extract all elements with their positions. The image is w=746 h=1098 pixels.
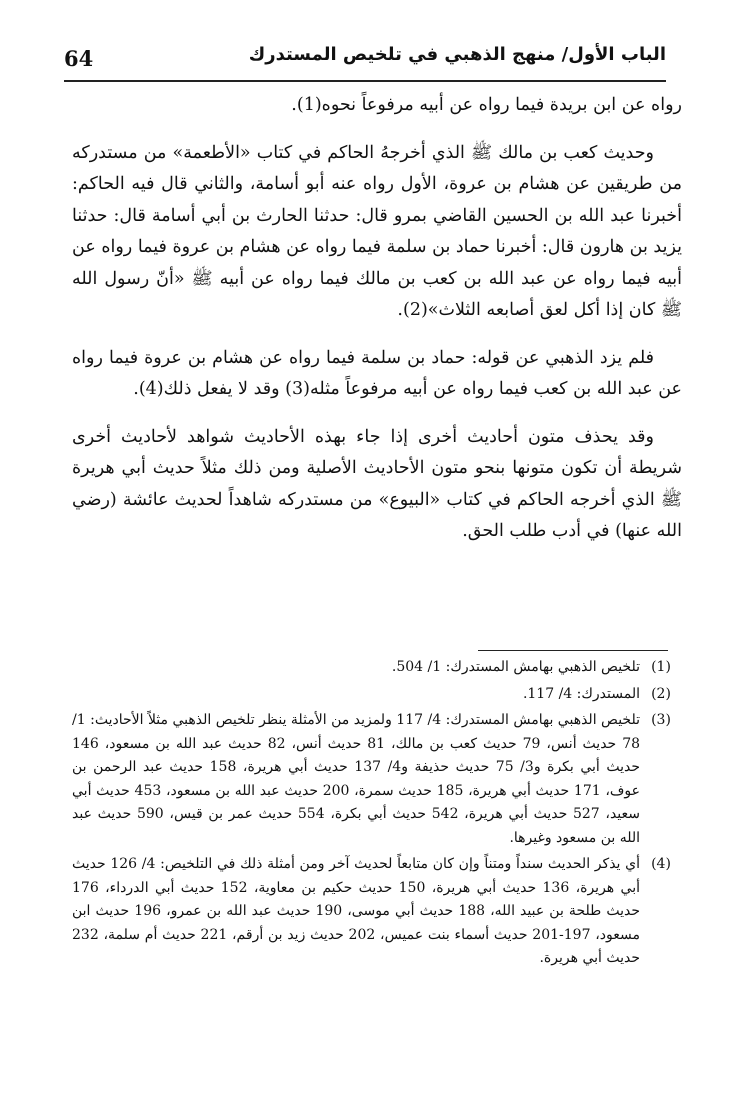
running-title: الباب الأول/ منهج الذهبي في تلخيص المستدرك — [248, 44, 666, 65]
paragraph: فلم يزد الذهبي عن قوله: حماد بن سلمة فيما رواه عن هشام بن عروة فيما رواه عن عبد الله بن كعب فيما رواه عن أبيه مرفوعاً مثله(3) وقد لا يفعل ذلك(4). — [72, 347, 682, 399]
footnote-text: تلخيص الذهبي بهامش المستدرك: 1/ 504. — [391, 659, 640, 675]
footnote — [72, 709, 682, 850]
footnote-number: (3) — [651, 712, 671, 728]
footnote — [72, 853, 682, 971]
footnote-text: المستدرك: 4/ 117. — [522, 685, 640, 702]
paragraph: رواه عن ابن بريدة فيما رواه عن أبيه مرفوعاً نحوه(1). — [291, 95, 682, 115]
footnote-text: أي يذكر الحديث سنداً ومتناً وإن كان متابعاً لحديث آخر ومن أمثلة ذلك في التلخيص: 4/ 126 حديث أبي هريرة، 136 حديث أبي هريرة، 150 حديث حكيم بن معاوية، 152 حديث أبي الدرداء، 176 حديث طلحة بن عبيد الله، 188 حديث أبي موسى، 190 حديث عبد الله بن عمرو، 196 حديث ابن مسعود، 197-201 حديث أسماء بنت عميس، 202 حديث زيد بن أرقم، 221 حديث أم سلمة، 232 حديث أبي هريرة. — [72, 856, 640, 966]
footnotes — [72, 656, 682, 974]
footnote-text: تلخيص الذهبي بهامش المستدرك: 4/ 117 ولمزيد من الأمثلة ينظر تلخيص الذهبي مثلاً الأحاديث: 1/ 78 حديث أنس، 79 حديث كعب بن مالك، 81 حديث أنس، 82 حديث عبد الله بن مسعود، 146 حديث أبي بكرة و3/ 75 حديث حذيفة و4/ 137 حديث أبي هريرة، 158 حديث عبد الرحمن بن عوف، 171 حديث أبي هريرة، 185 حديث سمرة، 200 حديث عبد الله بن مسعود، 453 حديث أبي سعيد، 527 حديث أبي هريرة، 542 حديث أبي بكرة، 554 حديث عمر بن قيس، 590 حديث عبد الله بن مسعود وغيرها. — [72, 712, 641, 846]
page-number: 64 — [64, 46, 94, 71]
paragraph: وحديث كعب بن مالك ﷺ الذي أخرجهُ الحاكم في كتاب «الأطعمة» من مستدركه من طريقين عن هشام بن عروة، الأول رواه عنه أبو أسامة، والثاني قال فيه الحاكم: أخبرنا عبد الله بن الحسين القاضي بمرو قال: حدثنا الحارث بن أبي أسامة قال: حدثنا يزيد بن هارون قال: أخبرنا حماد بن سلمة فيما رواه عن هشام بن عروة فيما رواه عن أبيه فيما رواه عن عبد الله بن كعب بن مالك فيما رواه عن أبيه ﷺ «أنّ رسول الله ﷺ كان إذا أكل لعق أصابعه الثلاث»(2). — [72, 142, 682, 320]
footnote-number: (2) — [651, 685, 671, 702]
footnote-number: (1) — [651, 659, 671, 675]
paragraph: وقد يحذف متون أحاديث أخرى إذا جاء بهذه الأحاديث شواهد لأحاديث أخرى شريطة أن تكون متونها بنحو متون الأحاديث الأصلية ومن ذلك مثلاً حديث أبي هريرة ﷺ الذي أخرجه الحاكم في كتاب «البيوع» من مستدركه شاهداً لحديث عائشة (رضي الله عنها) في أدب طلب الحق. — [72, 426, 682, 541]
footnote-separator — [478, 650, 668, 651]
footnote — [72, 656, 682, 680]
footnote-number: (4) — [651, 856, 671, 872]
main-text — [72, 90, 682, 564]
page-header — [64, 40, 666, 82]
footnote — [72, 683, 682, 707]
